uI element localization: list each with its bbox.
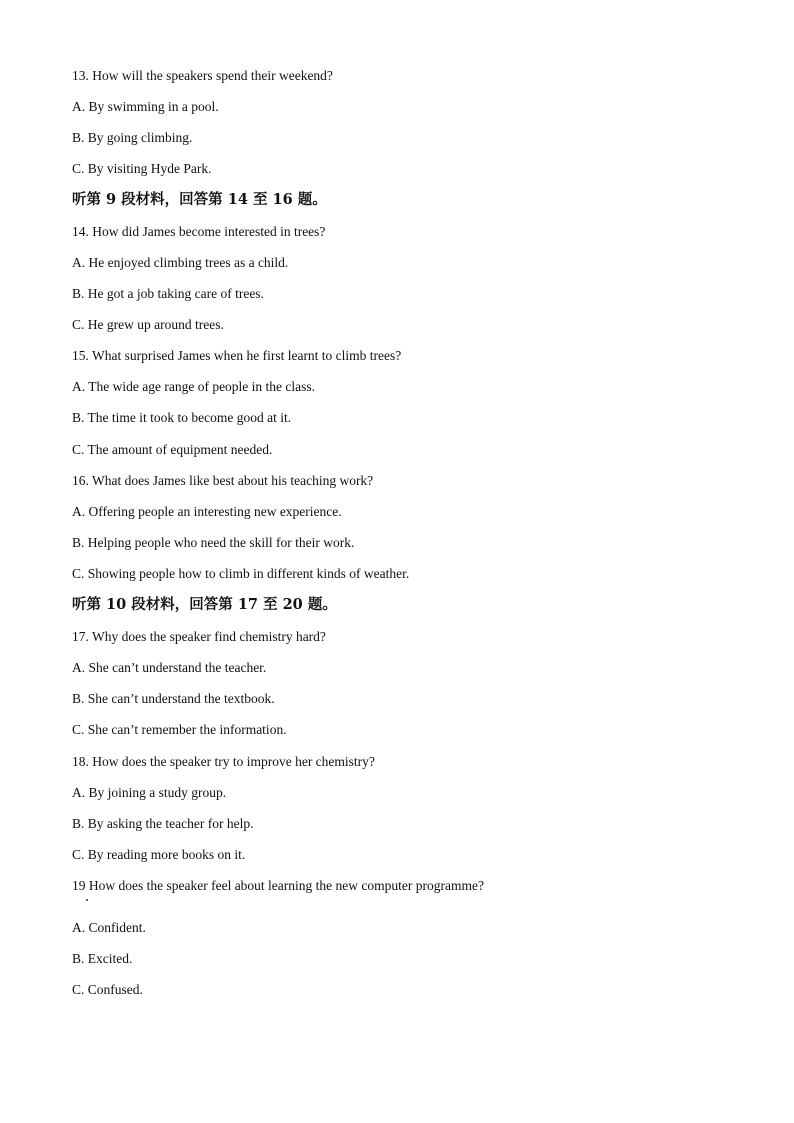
question-13: 13. How will the speakers spend their weekend?	[72, 68, 333, 83]
section-heading-10: 听第 10 段材料，回答第 17 至 20 题。	[72, 596, 337, 613]
option-16b: B. Helping people who need the skill for their work.	[72, 535, 355, 550]
section-heading-9: 听第 9 段材料，回答第 14 至 16 题。	[72, 191, 327, 208]
option-18b: B. By asking the teacher for help.	[72, 816, 254, 831]
option-13c: C. By visiting Hyde Park.	[72, 161, 212, 176]
question-15: 15. What surprised James when he first learnt to climb trees?	[72, 348, 402, 363]
option-18a: A. By joining a study group.	[72, 785, 227, 800]
option-14a: A. He enjoyed climbing trees as a child.	[72, 255, 289, 270]
option-19c: C. Confused.	[72, 982, 143, 997]
option-19b: B. Excited.	[72, 951, 133, 966]
option-16c: C. Showing people how to climb in different kinds of weather.	[72, 566, 410, 581]
question-19: 19 How does the speaker feel about learning the new computer programme?	[72, 878, 484, 893]
option-19a: A. Confident.	[72, 920, 146, 935]
option-17a: A. She can’t understand the teacher.	[72, 660, 267, 675]
option-15a: A. The wide age range of people in the class.	[72, 379, 316, 394]
option-14b: B. He got a job taking care of trees.	[72, 286, 264, 301]
option-15b: B. The time it took to become good at it.	[72, 410, 292, 425]
option-17b: B. She can’t understand the textbook.	[72, 691, 275, 706]
question-17: 17. Why does the speaker find chemistry hard?	[72, 629, 326, 644]
question-16: 16. What does James like best about his teaching work?	[72, 473, 374, 488]
punctuation-dot	[86, 899, 88, 901]
option-13b: B. By going climbing.	[72, 130, 193, 145]
option-16a: A. Offering people an interesting new experience.	[72, 504, 342, 519]
option-15c: C. The amount of equipment needed.	[72, 442, 273, 457]
question-18: 18. How does the speaker try to improve her chemistry?	[72, 754, 375, 769]
option-14c: C. He grew up around trees.	[72, 317, 224, 332]
option-18c: C. By reading more books on it.	[72, 847, 246, 862]
option-17c: C. She can’t remember the information.	[72, 722, 287, 737]
question-14: 14. How did James become interested in trees?	[72, 224, 326, 239]
option-13a: A. By swimming in a pool.	[72, 99, 219, 114]
